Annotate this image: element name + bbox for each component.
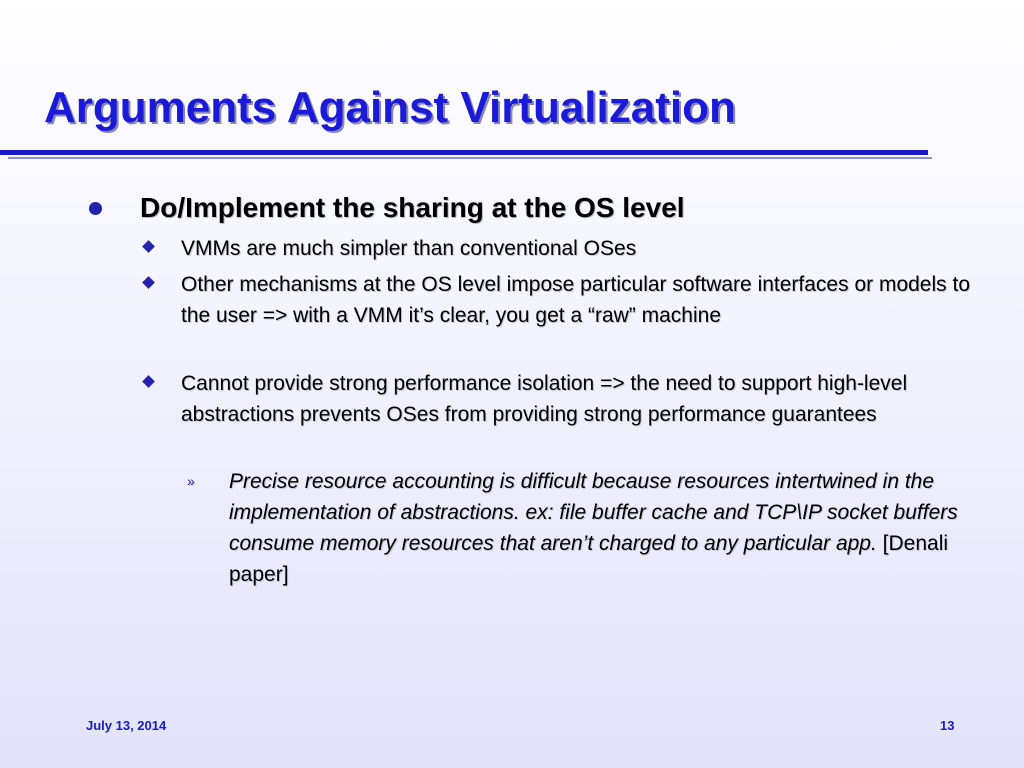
double-chevron-bullet-icon: » (187, 473, 195, 489)
bullet-level3 (187, 466, 969, 590)
title-divider (0, 150, 928, 155)
bullet-level2-text: Cannot provide strong performance isolation => the need to support high-level abstractions prevents OSes from providing strong performance guarantees (181, 372, 908, 426)
diamond-bullet-icon (142, 240, 155, 253)
bullet-level2-item (181, 269, 971, 331)
bullet-level1 (140, 190, 980, 226)
slide-title: Arguments Against Virtualization (44, 83, 736, 132)
bullet-level3-reference: [Denali paper] (229, 532, 949, 586)
bullet-level2-text: VMMs are much simpler than conventional OSes (181, 237, 637, 260)
footer-date: July 13, 2014 (86, 718, 167, 733)
circle-bullet-icon (89, 202, 102, 215)
bullet-level2-item (181, 368, 971, 430)
title-divider-shadow (8, 157, 932, 159)
bullet-level2-text: Other mechanisms at the OS level impose particular software interfaces or models to the user => with a VMM it’s clear, you get a “raw” machine (181, 273, 970, 327)
footer-page-number: 13 (940, 718, 955, 733)
bullet-level2-item (181, 233, 971, 264)
bullet-level3-italic-text: Precise resource accounting is difficult because resources intertwined in the implementation of abstractions. ex: file buffer cache and TCP\IP socket buffers consume memory resources that aren’t charged to any particular app. (229, 470, 958, 555)
bullet-level1-text: Do/Implement the sharing at the OS level (140, 192, 685, 223)
diamond-bullet-icon (142, 276, 155, 289)
diamond-bullet-icon (142, 375, 155, 388)
